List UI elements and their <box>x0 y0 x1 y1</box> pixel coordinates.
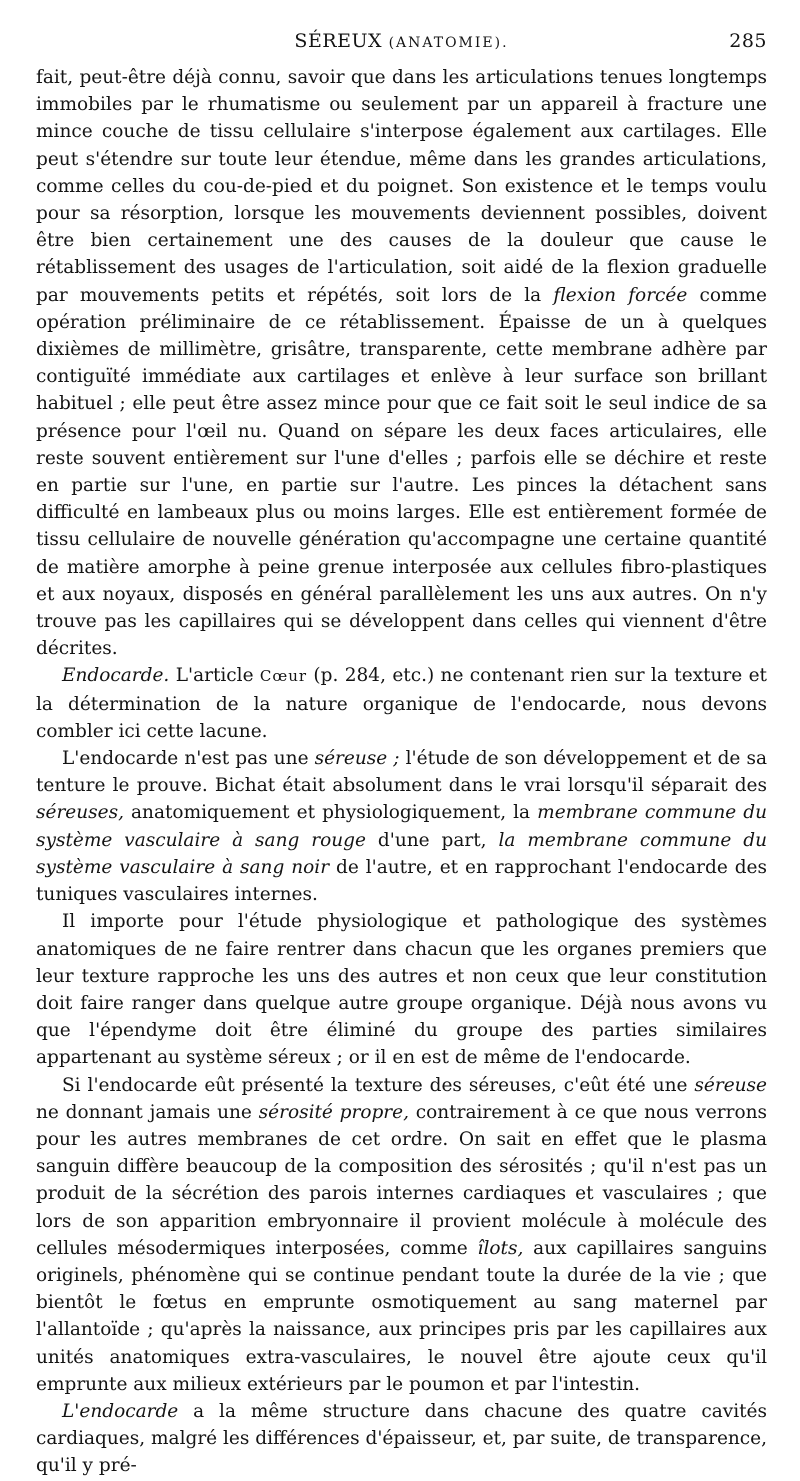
text-run: contrairement à ce que nous verrons pour les autres membranes de cet ordre. On sait en effet que le plasma sanguin diffère beaucoup de la composition des sérosités ; qu'il n'est pas un produit de la sécrétion des parois internes cardiaques et vasculaires ; que lors de son apparition embryonnaire il provient molécule à molécule des cellules mésodermiques interposées, comme <box>36 1101 767 1259</box>
text-run: de l'autre, et en rapprochant l'endocarde des tuniques vasculaires internes. <box>36 856 767 906</box>
text-run: L'endocarde n'est pas une <box>62 748 315 770</box>
paragraph-bichat <box>36 745 767 908</box>
paragraph-systemes: Il importe pour l'étude physiologique et pathologique des systèmes anatomiques de ne faire rentrer dans chacun que les organes premiers que leur texture rapproche les uns des autres et non ceux que leur constitution doit faire ranger dans quelque autre groupe organique. Déjà nous avons vu que l'épendyme doit être éliminé du groupe des parties similaires appartenant au système séreux ; or il en est de même de l'endocarde. <box>36 911 767 1069</box>
emphasis: îlots, <box>477 1237 524 1259</box>
text-run: ne donnant jamais une <box>36 1101 259 1123</box>
emphasis: séreuse ; <box>314 748 400 770</box>
section-heading: Endocarde. <box>62 665 170 687</box>
page-body <box>36 64 767 1480</box>
text-run: comme opération préliminaire de ce rétablissement. Épaisse de un à quelques dixièmes de millimètre, grisâtre, transparente, cette membrane adhère par contiguïté immédiate aux cartilages et enlève à leur surface son brillant habituel ; elle peut être assez mince pour que ce fait soit le seul indice de sa présence pour l'œil nu. Quand on sépare les deux faces articulaires, elle reste souvent entièrement sur l'une d'elles ; parfois elle se déchire et reste en partie sur l'une, en partie sur l'autre. Les pinces la détachent sans difficulté en lambeaux plus ou moins larges. Elle est entièrement formée de tissu cellulaire de nouvelle génération qu'accompagne une certaine quantité de matière amorphe à peine grenue interposée aux cellules fibro-plastiques et aux noyaux, disposés en général parallèlement les uns aux autres. On n'y trouve pas les capillaires qui se développent dans celles qui viennent d'être décrites. <box>36 284 767 660</box>
text-run: Si l'endocarde eût présenté la texture des séreuses, c'eût été une <box>62 1074 695 1096</box>
text-run: anatomiquement et physiologiquement, la <box>123 802 538 824</box>
text-run: d'une part, <box>365 829 499 851</box>
emphasis: séreuses, <box>36 802 124 824</box>
emphasis: sérosité propre, <box>258 1101 409 1123</box>
text-run: aux capillaires sanguins originels, phénomène qui se continue pendant toute la durée de la vie ; que bientôt le fœtus en emprunte osmotiquement au sang maternel par l'allantoïde ; qu'après la naissance, aux principes pris par les capillaires aux unités anatomiques extra-vasculaires, le nouvel être ajoute ceux qu'il emprunte aux milieux extérieurs par le poumon et par l'intestin. <box>36 1237 767 1395</box>
text-run: fait, peut-être déjà connu, savoir que dans les articulations tenues longtemps immobiles par le rhumatisme ou seulement par un appareil à fracture une mince couche de tissu cellulaire s'interpose également aux cartilages. Elle peut s'étendre sur toute leur étendue, même dans les grandes articulations, comme celles du cou-de-pied et du poignet. Son existence et le temps voulu pour sa résorption, lorsque les mouvements deviennent possibles, doivent être bien certainement une des causes de la douleur que cause le rétablissement des usages de l'articulation, soit aidé de la flexion graduelle par mouvements petits et répétés, soit lors de la <box>36 67 767 306</box>
page-number: 285 <box>729 30 767 52</box>
running-head <box>36 30 767 60</box>
paragraph-structure <box>36 1398 767 1480</box>
text-run: a la même structure dans chacune des quatre cavités cardiaques, malgré les différences d'épaisseur, et, par suite, de transparence, qu'il y pré- <box>36 1400 767 1477</box>
text-run: l'étude de son développement et de sa tenture le prouve. Bichat était absolument dans le vrai lorsqu'il séparait des <box>36 748 767 797</box>
emphasis: flexion forcée <box>553 284 688 306</box>
small-caps-reference: Cœur <box>259 667 308 686</box>
emphasis: la membrane commune du système vasculaire à sang noir <box>36 829 767 878</box>
text-run: L'article <box>169 665 260 687</box>
paragraph-plasma <box>36 1072 767 1398</box>
paragraph-continuation <box>36 64 767 662</box>
running-title-main: SÉREUX <box>294 30 383 52</box>
text-run: (p. 284, etc.) ne contenant rien sur la texture et la détermination de la nature organique de l'endocarde, nous devons combler ici cette lacune. <box>36 665 767 742</box>
emphasis: L'endocarde <box>62 1400 179 1422</box>
emphasis: séreuse <box>694 1074 767 1096</box>
running-title <box>36 30 767 52</box>
running-title-paren: (ANATOMIE). <box>388 35 509 51</box>
paragraph-endocarde-heading <box>36 662 767 745</box>
emphasis: membrane commune du système vasculaire à sang rouge <box>36 802 768 851</box>
